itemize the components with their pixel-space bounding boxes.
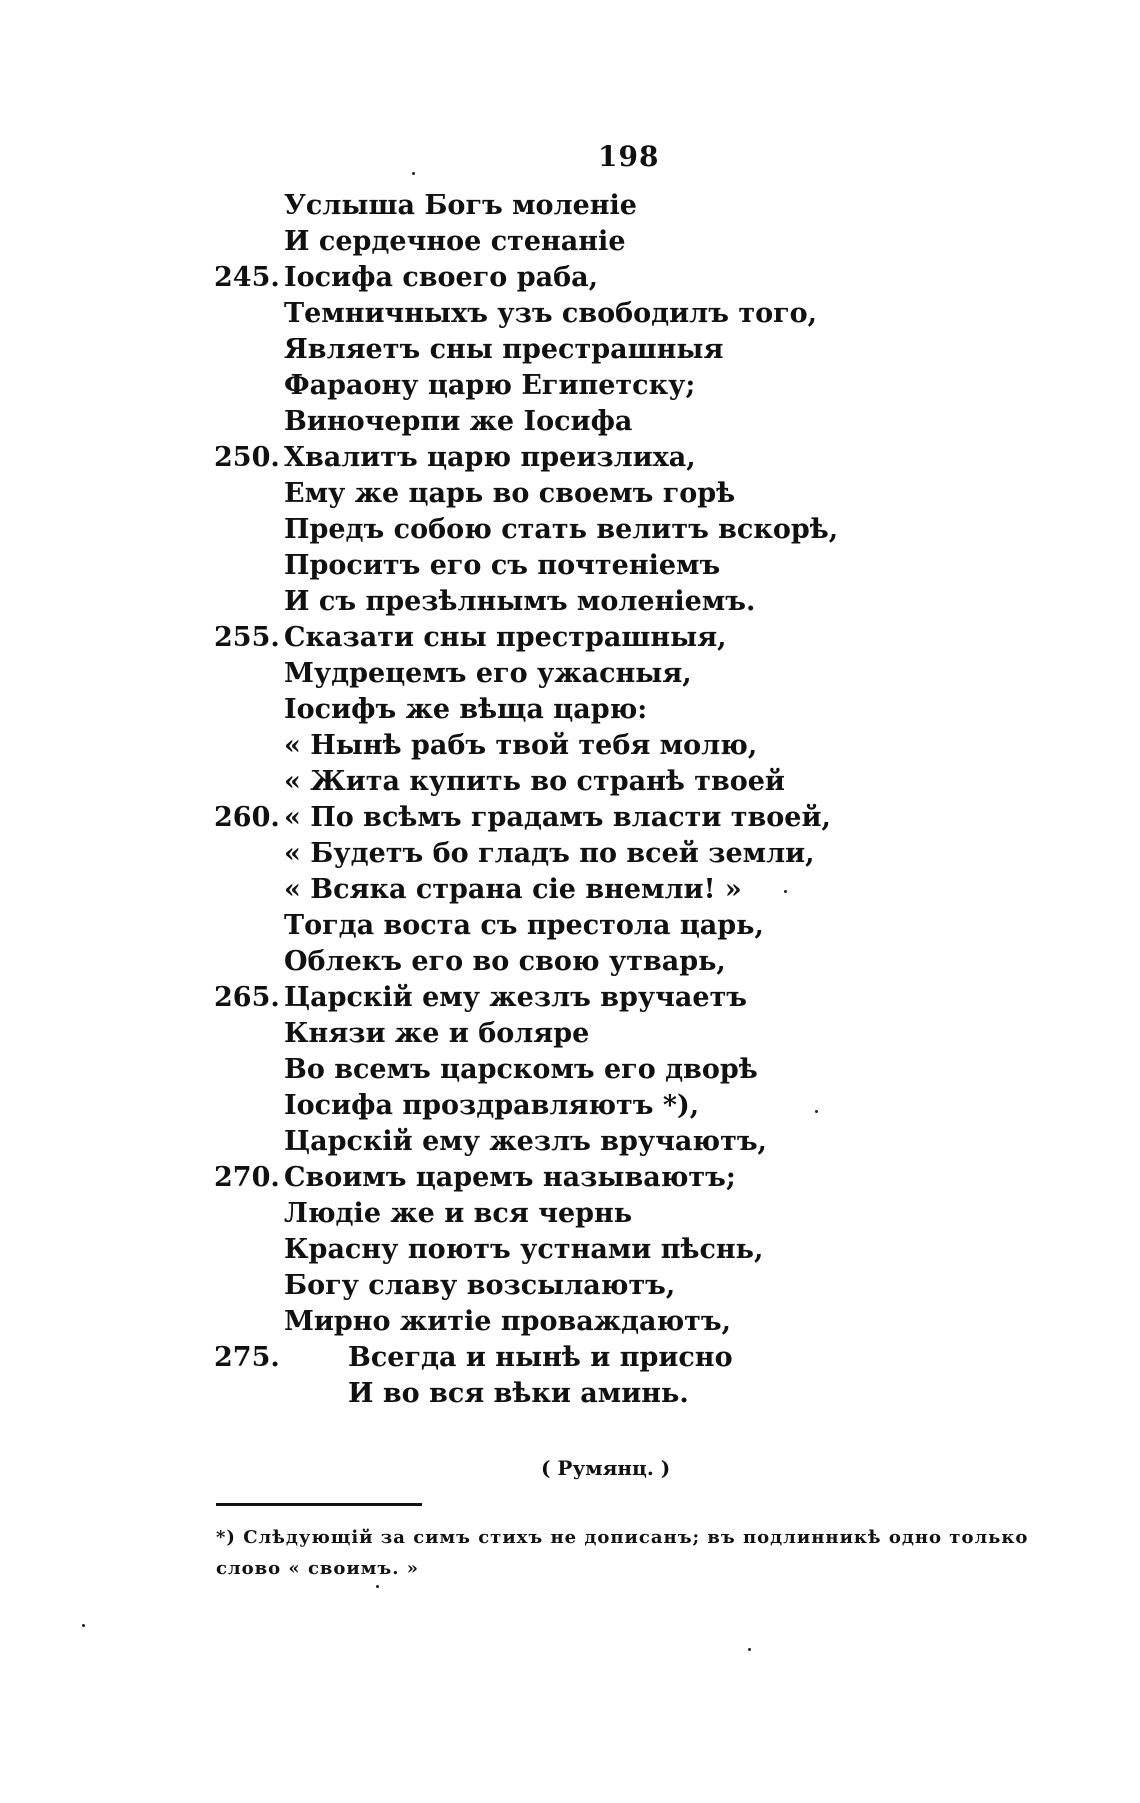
print-speck bbox=[748, 1648, 751, 1651]
line-text: Людіе же и вся чернь bbox=[284, 1198, 633, 1229]
line-text: Царскій ему жезлъ вручаютъ, bbox=[284, 1126, 767, 1157]
poem-line bbox=[0, 1196, 1140, 1232]
poem-line bbox=[0, 440, 1140, 476]
line-number: 275. bbox=[214, 1342, 280, 1373]
poem-line bbox=[0, 1376, 1140, 1412]
poem-line bbox=[0, 1088, 1140, 1124]
line-text: И съ презѣлнымъ моленіемъ. bbox=[284, 586, 756, 617]
poem-line bbox=[0, 836, 1140, 872]
print-speck bbox=[412, 172, 415, 175]
footnote-line: *) Слѣдующій за симъ стихъ не дописанъ; въ подлинникѣ одно только bbox=[216, 1527, 1029, 1548]
poem-line bbox=[0, 908, 1140, 944]
poem-line bbox=[0, 728, 1140, 764]
print-speck bbox=[784, 890, 787, 893]
poem-line bbox=[0, 872, 1140, 908]
poem-line bbox=[0, 620, 1140, 656]
line-text: Князи же и боляре bbox=[284, 1018, 590, 1049]
line-number: 255. bbox=[214, 622, 280, 653]
poem-line bbox=[0, 224, 1140, 260]
line-text: Облекъ его во свою утварь, bbox=[284, 946, 726, 977]
line-text: Всегда и нынѣ и присно bbox=[348, 1342, 733, 1373]
poem-line bbox=[0, 548, 1140, 584]
line-text: Ему же царь во своемъ горѣ bbox=[284, 478, 736, 509]
poem-line bbox=[0, 1016, 1140, 1052]
poem-line bbox=[0, 260, 1140, 296]
line-text: Своимъ царемъ называютъ; bbox=[284, 1162, 736, 1193]
print-speck bbox=[82, 1624, 85, 1627]
line-text: Услыша Богъ моленіе bbox=[284, 190, 637, 221]
line-text: Мирно житіе проваждаютъ, bbox=[284, 1306, 732, 1337]
line-text: « Будетъ бо гладъ по всей земли, bbox=[284, 838, 815, 869]
poem-line bbox=[0, 944, 1140, 980]
line-number: 265. bbox=[214, 982, 280, 1013]
poem-line bbox=[0, 476, 1140, 512]
poem-line bbox=[0, 188, 1140, 224]
line-number: 245. bbox=[214, 262, 280, 293]
line-text: Тогда воста съ престола царь, bbox=[284, 910, 764, 941]
line-text: Богу славу возсылаютъ, bbox=[284, 1270, 676, 1301]
line-text: Проситъ его съ почтеніемъ bbox=[284, 550, 721, 581]
poem-line bbox=[0, 1160, 1140, 1196]
poem-line bbox=[0, 1232, 1140, 1268]
line-number: 250. bbox=[214, 442, 280, 473]
footnote-divider bbox=[216, 1503, 422, 1506]
line-text: Мудрецемъ его ужасныя, bbox=[284, 658, 692, 689]
poem-line bbox=[0, 584, 1140, 620]
line-text: Хвалитъ царю преизлиха, bbox=[284, 442, 696, 473]
poem-line bbox=[0, 1340, 1140, 1376]
line-text: Іосифа своего раба, bbox=[284, 262, 598, 293]
line-text: « Жита купить во странѣ твоей bbox=[284, 766, 785, 797]
poem-line bbox=[0, 1052, 1140, 1088]
line-text: Фараону царю Египетску; bbox=[284, 370, 696, 401]
poem-line bbox=[0, 332, 1140, 368]
line-text: « По всѣмъ градамъ власти твоей, bbox=[284, 802, 831, 833]
poem-body bbox=[0, 188, 1140, 1412]
line-text: Темничныхъ узъ свободилъ того, bbox=[284, 298, 818, 329]
line-text: И сердечное стенаніе bbox=[284, 226, 626, 257]
footnote bbox=[216, 1522, 1029, 1584]
page-number: 198 bbox=[598, 140, 660, 173]
line-text: Сказати сны престрашныя, bbox=[284, 622, 727, 653]
source-attribution: ( Румянц. ) bbox=[541, 1456, 671, 1480]
poem-line bbox=[0, 1124, 1140, 1160]
line-number: 270. bbox=[214, 1162, 280, 1193]
line-text: Являетъ сны престрашныя bbox=[284, 334, 724, 365]
poem-line bbox=[0, 512, 1140, 548]
poem-line bbox=[0, 296, 1140, 332]
footnote-line: слово « своимъ. » bbox=[216, 1558, 420, 1579]
poem-line bbox=[0, 980, 1140, 1016]
line-text: Іосифа проздравляютъ *), bbox=[284, 1090, 700, 1121]
line-text: Красну поютъ устнами пѣснь, bbox=[284, 1234, 764, 1265]
line-text: Во всемъ царскомъ его дворѣ bbox=[284, 1054, 758, 1085]
line-text: « Всяка страна сіе внемли! » bbox=[284, 874, 742, 905]
poem-line bbox=[0, 404, 1140, 440]
line-text: И во вся вѣки аминь. bbox=[348, 1378, 689, 1409]
poem-line bbox=[0, 1268, 1140, 1304]
line-text: « Нынѣ рабъ твой тебя молю, bbox=[284, 730, 758, 761]
line-text: Виночерпи же Іосифа bbox=[284, 406, 633, 437]
line-number: 260. bbox=[214, 802, 280, 833]
line-text: Іосифъ же вѣща царю: bbox=[284, 694, 648, 725]
print-speck bbox=[815, 1110, 818, 1113]
poem-line bbox=[0, 656, 1140, 692]
line-text: Предъ собою стать велитъ вскорѣ, bbox=[284, 514, 839, 545]
line-text: Царскій ему жезлъ вручаетъ bbox=[284, 982, 748, 1013]
poem-line bbox=[0, 1304, 1140, 1340]
print-speck bbox=[376, 1585, 379, 1588]
poem-line bbox=[0, 692, 1140, 728]
poem-line bbox=[0, 800, 1140, 836]
poem-line bbox=[0, 764, 1140, 800]
poem-line bbox=[0, 368, 1140, 404]
